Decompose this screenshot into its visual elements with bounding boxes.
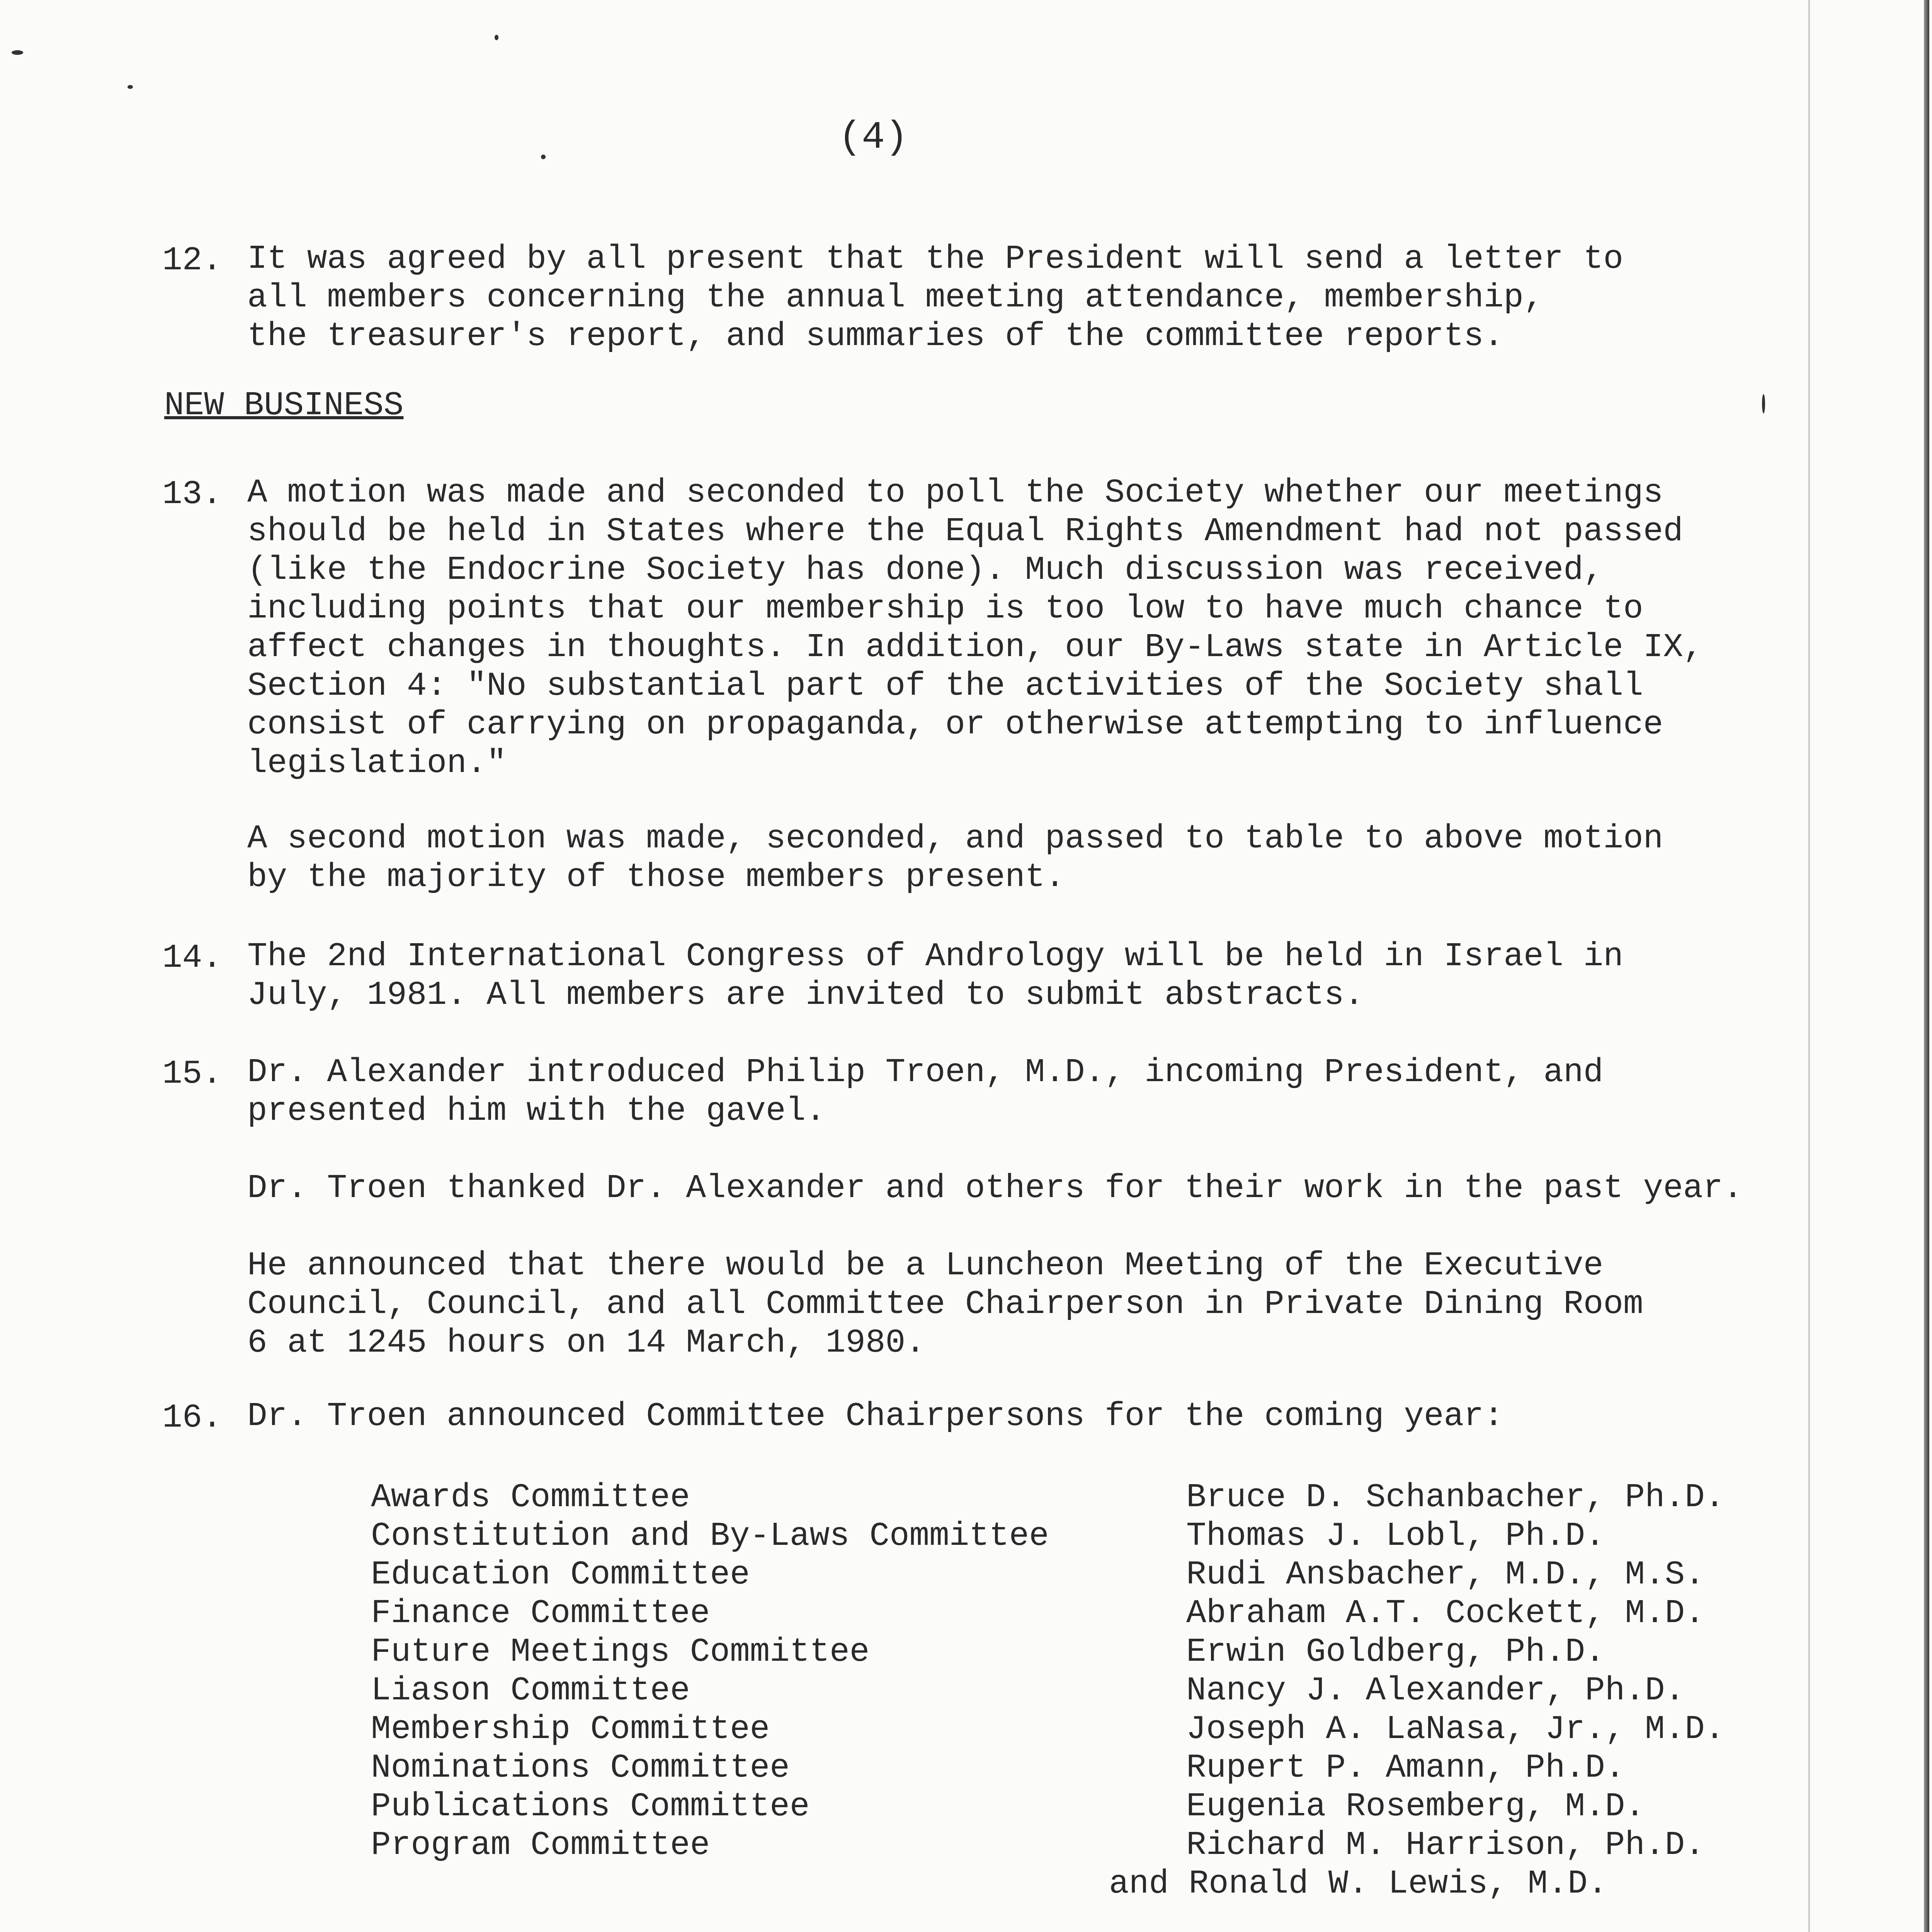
scan-speck	[541, 155, 546, 159]
committee-chair: Eugenia Rosemberg, M.D.	[1186, 1787, 1645, 1825]
text-line: Dr. Troen announced Committee Chairpersons for the coming year:	[247, 1397, 1504, 1435]
committee-name: Publications Committee	[371, 1787, 810, 1825]
committee-chair: Abraham A.T. Cockett, M.D.	[1186, 1594, 1705, 1632]
text-line: the treasurer's report, and summaries of the committee reports.	[247, 317, 1504, 355]
text-line: should be held in States where the Equal Rights Amendment had not passed	[247, 512, 1683, 550]
committee-name: Membership Committee	[371, 1710, 770, 1748]
text-line: A second motion was made, seconded, and passed to table to above motion	[247, 820, 1663, 857]
item-15-para3	[247, 1246, 1643, 1362]
text-line: Council, Council, and all Committee Chairperson in Private Dining Room	[247, 1285, 1643, 1323]
scan-speck	[12, 50, 23, 55]
committee-name: Education Committee	[371, 1556, 750, 1594]
committee-chair: Bruce D. Schanbacher, Ph.D.	[1186, 1478, 1725, 1516]
committee-name: Program Committee	[371, 1826, 710, 1864]
scan-speck	[495, 35, 498, 40]
committee-chair: Rupert P. Amann, Ph.D.	[1186, 1749, 1625, 1787]
committee-chairs	[1186, 1478, 1725, 1864]
text-line: Section 4: "No substantial part of the activities of the Society shall	[247, 667, 1643, 705]
committee-chair: Nancy J. Alexander, Ph.D.	[1186, 1672, 1685, 1709]
scan-speck	[128, 85, 133, 89]
committee-name: Future Meetings Committee	[371, 1633, 870, 1671]
page-edge-shadow	[1924, 0, 1929, 1932]
item-number: 14.	[162, 939, 222, 977]
committee-chair: Rudi Ansbacher, M.D., M.S.	[1186, 1556, 1705, 1594]
committee-chair: Richard M. Harrison, Ph.D.	[1186, 1826, 1705, 1864]
item-number: 12.	[162, 242, 222, 279]
text-line: by the majority of those members present.	[247, 858, 1065, 896]
item-number: 15.	[162, 1055, 222, 1093]
text-line: July, 1981. All members are invited to submit abstracts.	[247, 976, 1364, 1014]
extra-chair	[1109, 1864, 1607, 1903]
committee-name: Nominations Committee	[371, 1749, 790, 1787]
text-line: all members concerning the annual meeting attendance, membership,	[247, 279, 1544, 316]
item-15-text	[247, 1053, 1603, 1130]
item-14-text	[247, 937, 1623, 1014]
text-line: (like the Endocrine Society has done). Much discussion was received,	[247, 551, 1604, 589]
committee-chair: Joseph A. LaNasa, Jr., M.D.	[1186, 1710, 1725, 1748]
text-line: affect changes in thoughts. In addition, our By-Laws state in Article IX,	[247, 628, 1703, 666]
committee-name: Constitution and By-Laws Committee	[371, 1517, 1049, 1555]
text-line: including points that our membership is too low to have much chance to	[247, 590, 1643, 628]
scan-speck	[1762, 394, 1765, 413]
text-line: presented him with the gavel.	[247, 1092, 826, 1130]
committee-name: Liason Committee	[371, 1672, 690, 1709]
page-number: (4)	[838, 116, 908, 160]
text-line: The 2nd International Congress of Andrology will be held in Israel in	[247, 937, 1623, 975]
page-edge-line	[1808, 0, 1810, 1932]
text-line: legislation."	[247, 744, 507, 782]
text-line: A motion was made and seconded to poll the Society whether our meetings	[247, 474, 1663, 512]
text-line: consist of carrying on propaganda, or otherwise attempting to influence	[247, 706, 1663, 743]
text-line: It was agreed by all present that the President will send a letter to	[247, 240, 1623, 278]
text-line: Dr. Alexander introduced Philip Troen, M.D., incoming President, and	[247, 1053, 1604, 1091]
item-number: 13.	[162, 475, 222, 513]
text-line: 6 at 1245 hours on 14 March, 1980.	[247, 1324, 925, 1362]
new-business-heading: NEW BUSINESS	[164, 386, 404, 424]
item-15-para2	[247, 1169, 1743, 1208]
item-13-text	[247, 473, 1703, 782]
item-16-intro	[247, 1397, 1503, 1435]
item-13-second-motion	[247, 819, 1663, 896]
text-line: He announced that there would be a Luncheon Meeting of the Executive	[247, 1247, 1604, 1284]
item-number: 16.	[162, 1399, 222, 1437]
item-12-text	[247, 240, 1623, 355]
committee-chair: Thomas J. Lobl, Ph.D.	[1186, 1517, 1605, 1555]
committee-names	[371, 1478, 1049, 1864]
committee-chair: and Ronald W. Lewis, M.D.	[1109, 1865, 1608, 1903]
committee-name: Finance Committee	[371, 1594, 710, 1632]
committee-name: Awards Committee	[371, 1478, 690, 1516]
text-line: Dr. Troen thanked Dr. Alexander and others for their work in the past year.	[247, 1169, 1743, 1207]
committee-chair: Erwin Goldberg, Ph.D.	[1186, 1633, 1605, 1671]
